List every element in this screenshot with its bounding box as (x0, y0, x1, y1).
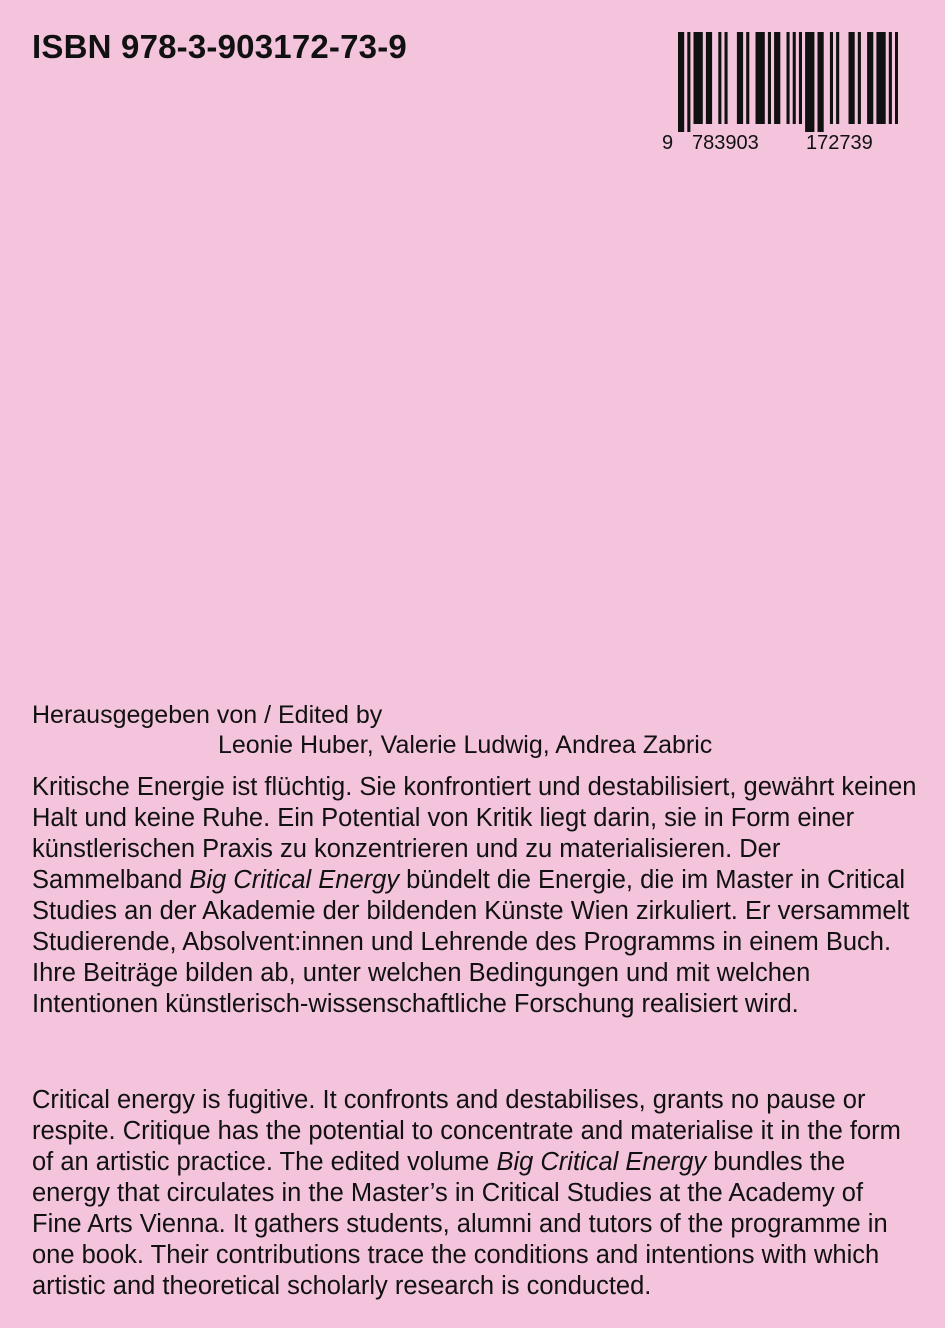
barcode-bar (818, 32, 824, 132)
barcode-bar (876, 32, 885, 124)
barcode-bar (678, 32, 684, 132)
barcode-bar (849, 32, 855, 124)
description-english (32, 1085, 917, 1302)
barcode-bar (895, 32, 898, 124)
barcode-bar (706, 32, 712, 124)
german-text-start: Kritische Energie ist flüchtig. Sie konfrontiert und destabilisiert, gewährt keinen Halt und keine Ruhe. Ein Potential von Kritik liegt darin, sie in Form einer künstlerischen Praxis zu konzentrieren und zu materialisieren. Der Sammelband (32, 773, 917, 894)
barcode-bar (756, 32, 765, 124)
german-text-end: bündelt die Energie, die im Master in Critical Studies an der Akademie der bildenden Künste Wien zirkuliert. Er versammelt Studierende, Absolvent:innen und Lehrende des Programms in einem Buch. Ihre Beiträge bilden ab, unter welchen Bedingungen und mit welchen Intentionen künstlerisch-wissenschaftliche Forschung realisiert wird. (32, 866, 910, 1018)
barcode-bars (662, 32, 898, 132)
barcode-bar (799, 32, 802, 124)
barcode-bar (836, 32, 839, 124)
barcode-bar (805, 32, 814, 132)
barcode-bar (787, 32, 790, 124)
barcode-digit-group-left: 783903 (692, 132, 759, 154)
barcode (662, 32, 898, 160)
barcode-bar (687, 32, 690, 132)
edited-by-label: Herausgegeben von / Edited by (32, 701, 383, 729)
barcode-bar (858, 32, 861, 124)
editor-names: Leonie Huber, Valerie Ludwig, Andrea Zabric (218, 731, 713, 759)
barcode-bar (867, 32, 873, 124)
barcode-bar (694, 32, 703, 124)
isbn-number: ISBN 978-3-903172-73-9 (32, 28, 407, 65)
barcode-bar (737, 32, 743, 124)
barcode-bar (830, 32, 833, 124)
english-text-start: Critical energy is fugitive. It confronts and destabilises, grants no pause or respite. Critique has the potential to concentrate and materialise it in the form of an artistic practice. The edited volume (32, 1086, 901, 1176)
english-text-end: bundles the energy that circulates in the Master’s in Critical Studies at the Academy of Fine Arts Vienna. It gathers students, alumni and tutors of the programme in one book. Their contributions trace the conditions and intentions with which artistic and theoretical scholarly research is conducted. (32, 1148, 888, 1300)
editor-credits (32, 700, 912, 760)
barcode-bar (793, 32, 796, 124)
barcode-bar (746, 32, 749, 124)
barcode-bar (774, 32, 780, 124)
barcode-digit-prefix: 9 (662, 132, 674, 154)
description-german (32, 772, 917, 1020)
barcode-digit-group-right: 172739 (806, 132, 873, 154)
barcode-bar (718, 32, 721, 124)
english-book-title: Big Critical Energy (496, 1148, 707, 1176)
german-book-title: Big Critical Energy (189, 866, 400, 894)
barcode-bar (889, 32, 892, 124)
barcode-bar (768, 32, 771, 124)
barcode-bar (725, 32, 728, 124)
barcode-digits (662, 132, 898, 162)
